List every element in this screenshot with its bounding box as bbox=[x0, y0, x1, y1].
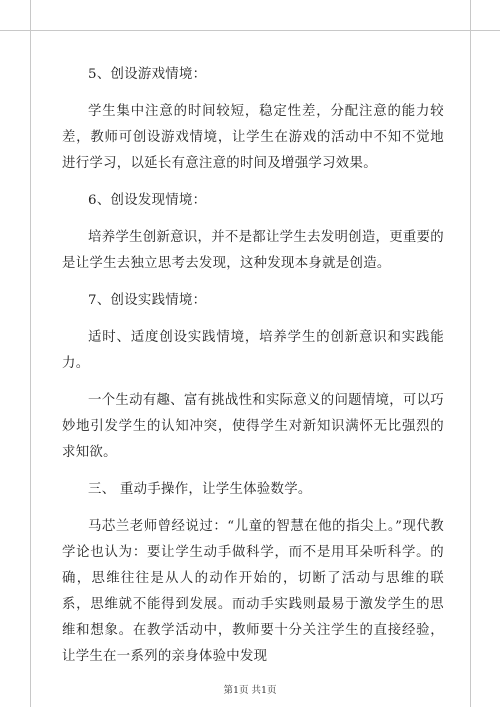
paragraph: 适时、适度创设实践情境，培养学生的创新意识和实践能力。 bbox=[62, 330, 444, 371]
paragraph: 学生集中注意的时间较短，稳定性差，分配注意的能力较差，教师可创设游戏情境，让学生在游戏的活动中不知不觉地进行学习，以延长有意注意的时间及增强学习效果。 bbox=[62, 104, 444, 171]
section-heading: 6、创设发现情境： bbox=[88, 193, 207, 208]
section-heading: 7、创设实践情境： bbox=[88, 293, 207, 308]
frame-line-left bbox=[30, 0, 31, 707]
frame-line-right bbox=[470, 0, 471, 707]
paragraph: 培养学生创新意识，并不是都让学生去发明创造，更重要的是让学生去独立思考去发现，这种发现本身就是创造。 bbox=[62, 230, 444, 271]
document-body bbox=[62, 62, 444, 670]
section-heading: 三、 重动手操作，让学生体验数学。 bbox=[88, 482, 312, 497]
paragraph: 一个生动有趣、富有挑战性和实际意义的问题情境，可以巧妙地引发学生的认知冲突，使得学生对新知识满怀无比强烈的求知欲。 bbox=[62, 393, 444, 460]
paragraph: 马芯兰老师曾经说过：“儿童的智慧在他的指尖上。”现代教学论也认为：要让学生动手做科学，而不是用耳朵听科学。的确，思维往往是从人的动作开始的，切断了活动与思维的联系，思维就不能得到发展。而动手实践则最易于激发学生的思维和想象。在教学活动中，教师要十分关注学生的直接经验，让学生在一系列的亲身体验中发现 bbox=[62, 519, 444, 664]
section-heading: 5、创设游戏情境： bbox=[88, 67, 207, 82]
frame-line-top bbox=[0, 30, 500, 31]
page-footer: 第1页 共1页 bbox=[223, 685, 277, 696]
